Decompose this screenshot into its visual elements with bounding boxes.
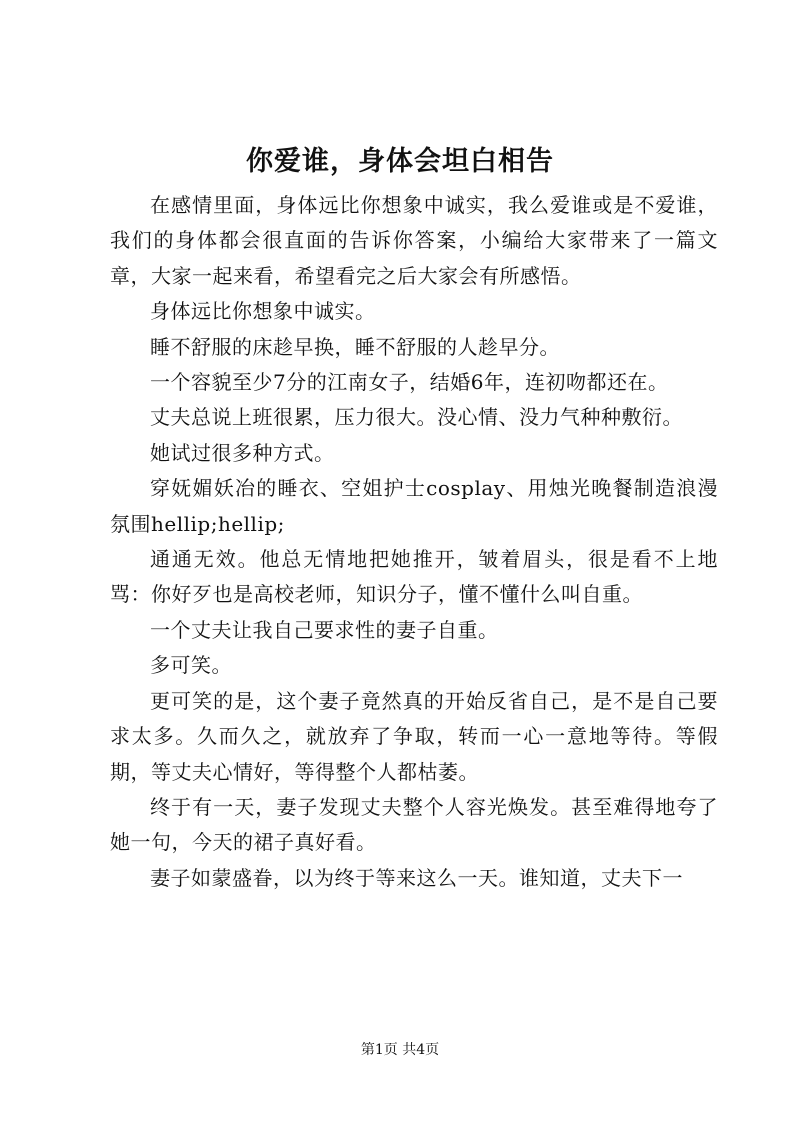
paragraph: 妻子如蒙盛眷，以为终于等来这么一天。谁知道，丈夫下一 (150, 865, 683, 890)
paragraph: 她试过很多种方式。 (150, 440, 335, 465)
paragraph: 身体远比你想象中诚实。 (150, 299, 376, 324)
paragraph: 丈夫总说上班很累，压力很大。没心情、没力气种种敷衍。 (150, 405, 683, 430)
document-title: 你爱谁，身体会坦白相告 (246, 146, 554, 177)
paragraph: 通通无效。他总无情地把她推开，皱着眉头，很是看不上地骂：你好歹也是高校老师，知识分子，懂不懂什么叫自重。 (110, 547, 718, 607)
paragraph: 在感情里面，身体远比你想象中诚实，我么爱谁或是不爱谁，我们的身体都会很直面的告诉你答案，小编给大家带来了一篇文章，大家一起来看，希望看完之后大家会有所感悟。 (110, 193, 718, 288)
paragraph: 睡不舒服的床趁早换，睡不舒服的人趁早分。 (150, 334, 560, 359)
paragraph: 终于有一天，妻子发现丈夫整个人容光焕发。甚至难得地夸了她一句，今天的裙子真好看。 (110, 794, 718, 855)
paragraph: 更可笑的是，这个妻子竟然真的开始反省自己，是不是自己要求太多。久而久之，就放弃了争取，转而一心一意地等待。等假期，等丈夫心情好，等得整个人都枯萎。 (110, 688, 718, 784)
document-body (110, 188, 718, 896)
paragraph: 一个容貌至少7分的江南女子，结婚6年，连初吻都还在。 (150, 370, 669, 395)
page-footer: 第1页 共4页 (360, 1042, 440, 1058)
paragraph: 一个丈夫让我自己要求性的妻子自重。 (150, 617, 499, 642)
paragraph: 穿妩媚妖冶的睡衣、空姐护士cosplay、用烛光晚餐制造浪漫氛围hellip;hellip; (110, 476, 718, 536)
paragraph: 多可笑。 (150, 653, 232, 678)
